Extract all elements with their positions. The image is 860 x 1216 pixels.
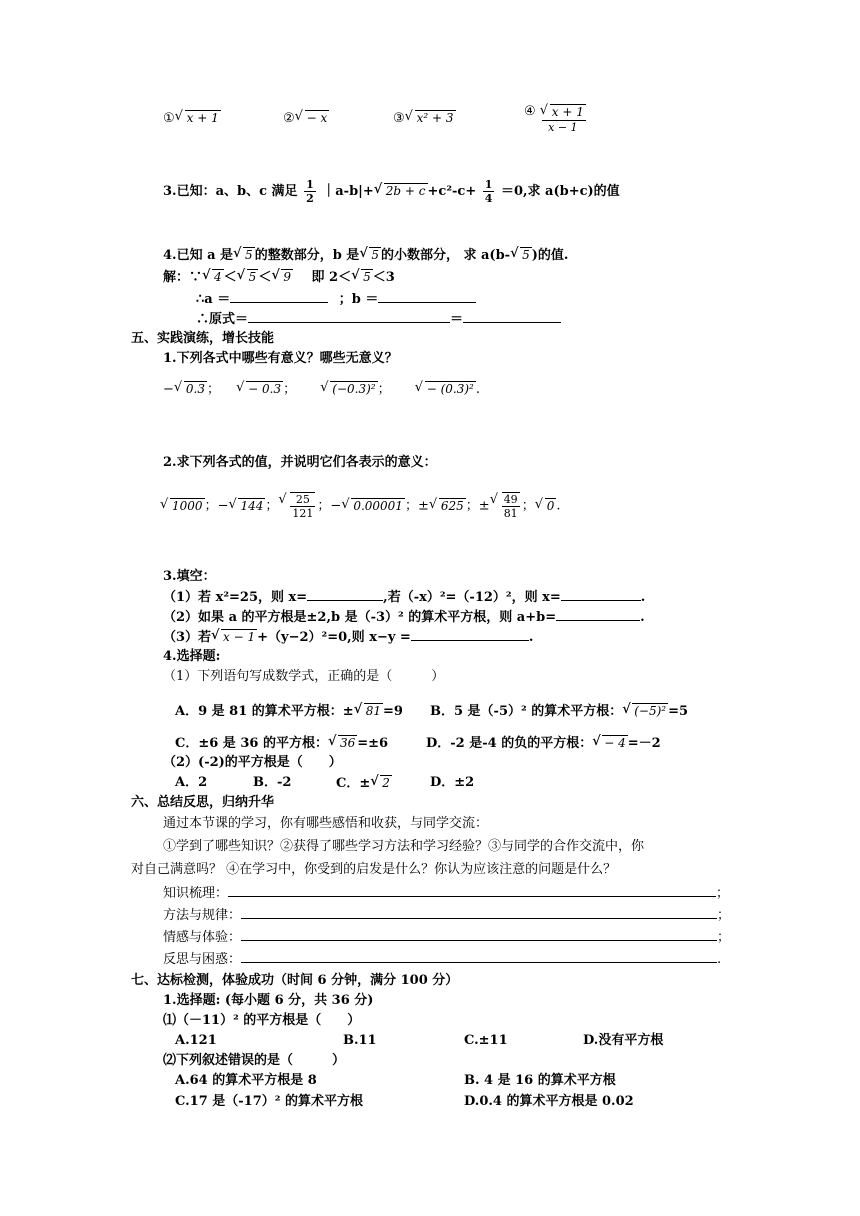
- q4-line3b: ＝: [450, 312, 464, 327]
- option-3-num: ③: [393, 111, 405, 126]
- q3-radicand: 2b + c: [385, 184, 426, 198]
- sqrt-icon: [162, 497, 205, 516]
- sqrt-icon: [176, 380, 207, 399]
- sep: ；: [317, 498, 331, 514]
- s7-i1D: D.没有平方根: [583, 1033, 664, 1048]
- option-4-bottom: x − 1: [548, 121, 578, 134]
- r00001: 0.00001: [353, 498, 403, 513]
- minus: −: [163, 382, 174, 397]
- sqrt-icon: [492, 492, 522, 520]
- frac-den: 2: [306, 192, 314, 205]
- sqrt-icon: [356, 702, 383, 721]
- sqrt-icon: [376, 182, 428, 201]
- expr-3: (−0.3)²: [332, 382, 376, 396]
- frac-num: √ 49: [503, 493, 518, 506]
- sqrt-icon: [361, 246, 381, 265]
- s5-q4-2D: D．±2: [430, 775, 475, 790]
- section-6-title: 六、总结反思，归纳升华: [131, 795, 275, 810]
- q3-3-radicand: x − 1: [223, 630, 256, 644]
- lt: ＜: [223, 270, 237, 285]
- s5-q3: 3.填空：: [163, 569, 216, 584]
- option-1-expr: x + 1: [186, 111, 219, 125]
- fraction-quarter: [483, 178, 495, 205]
- s5-q4-2C: [336, 774, 392, 793]
- semi: ；: [717, 930, 731, 945]
- sqrt-icon: [238, 380, 283, 399]
- radicand: 5: [522, 248, 530, 262]
- s6-field-4: [163, 950, 721, 969]
- r0: 0: [546, 498, 555, 513]
- period: .: [640, 610, 645, 625]
- sqrt-icon: [230, 497, 265, 516]
- s7-i2B: B. 4 是 16 的算术平方根: [464, 1073, 616, 1088]
- field-label: 知识梳理：: [163, 886, 229, 901]
- q3-text-a: 3.已知：a、b、c 满足: [163, 184, 298, 199]
- sqrt-icon: [431, 497, 466, 516]
- s7-i2A: A.64 的算术平方根是 8: [175, 1073, 317, 1088]
- answer-blank[interactable]: [411, 628, 529, 641]
- sep: ；: [465, 498, 479, 514]
- s6-p1: 通过本节课的学习，你有哪些感悟和收获，与同学交流：: [163, 816, 489, 831]
- sep: ；: [265, 498, 279, 514]
- lt: ＜: [258, 270, 272, 285]
- option-2: [283, 109, 329, 128]
- option-3-expr: x² + 3: [416, 111, 454, 125]
- s5-q4-2A: A．2: [175, 775, 208, 790]
- sqrt-icon: [417, 380, 476, 399]
- sqrt-icon: [235, 246, 255, 265]
- frac-den: 81: [503, 507, 518, 520]
- option-1-num: ①: [163, 111, 175, 126]
- radicand: 81: [365, 704, 381, 718]
- answer-blank[interactable]: [556, 608, 640, 621]
- sep: ；: [404, 498, 418, 514]
- q4-sol-a: 解：∵: [163, 270, 203, 285]
- sqrt-icon: [594, 734, 628, 753]
- radicand: 2: [382, 776, 390, 790]
- s5-q4-C: [175, 734, 388, 753]
- field-label: 情感与体验：: [163, 930, 242, 945]
- radicand: 5: [248, 270, 257, 284]
- sqrt-icon: [407, 109, 456, 128]
- q4-line2b: ；b ＝: [338, 292, 379, 307]
- q4-2C: C．±: [336, 776, 371, 791]
- sqrt-icon: [204, 268, 224, 287]
- q3-1b: ,若（-x）²=（-12）²，则 x=: [383, 590, 561, 605]
- question-3: [163, 178, 620, 205]
- sep: ；: [283, 382, 297, 397]
- q4-C: C．±6 是 36 的平方根：: [175, 736, 328, 751]
- s5-q4-2B: B．-2: [253, 775, 292, 790]
- q4-solution-line2: [196, 290, 476, 309]
- question-4: [163, 246, 568, 265]
- s6-p3: 对自己满意吗？ ④在学习中，你受到的启发是什么？你认为应该注意的问题是什么？: [131, 862, 617, 877]
- period: .: [528, 630, 534, 645]
- q4-line2a: ∴a ＝: [196, 292, 231, 307]
- radicand: 9: [283, 270, 291, 284]
- field-label: 方法与规律：: [163, 908, 242, 923]
- sep: ；: [207, 382, 221, 397]
- s7-i1B: B.11: [343, 1033, 377, 1048]
- sqrt-icon: [512, 246, 532, 265]
- option-3: [393, 109, 456, 128]
- s7-i1A: A.121: [175, 1033, 217, 1048]
- sqrt-icon: [273, 268, 293, 287]
- semi: ；: [717, 908, 731, 923]
- q4-C-t: =±6: [357, 736, 389, 751]
- s5-q2: 2.求下列各式的值，并说明它们各表示的意义：: [163, 455, 437, 470]
- expr-1: 0.3: [185, 382, 205, 396]
- dot: .: [556, 498, 561, 514]
- s7-i1: ⑴（－11）² 的平方根是（ ）: [163, 1013, 361, 1028]
- answer-blank[interactable]: [228, 884, 716, 897]
- option-4-top: x + 1: [551, 105, 584, 119]
- period: .: [640, 590, 646, 605]
- semi: ；: [716, 886, 730, 901]
- answer-blank[interactable]: [307, 588, 383, 601]
- s5-q2-exprs: [160, 492, 560, 520]
- q4-text-a: 4.已知 a 是: [163, 248, 234, 263]
- s5-q4-B: [430, 702, 688, 721]
- q4-text-d: )的值.: [531, 248, 569, 263]
- q3-2a: （2）如果 a 的平方根是±2,b 是（-3）² 的算术平方根，则 a+b=: [163, 610, 557, 625]
- s6-field-2: [163, 906, 730, 925]
- sqrt-icon: [177, 109, 221, 128]
- sqrt-icon: [542, 105, 586, 121]
- q3-text-c: +c²-c+: [427, 184, 477, 199]
- q4-A: A．9 是 81 的算术平方根：±: [175, 704, 354, 719]
- fraction-half: [304, 178, 316, 205]
- sqrt-icon: [239, 268, 259, 287]
- fraction: [502, 492, 520, 520]
- s7-i2: ⑵下列叙述错误的是（ ）: [163, 1053, 346, 1068]
- sep: ；: [521, 498, 535, 514]
- q3-text-b: ｜a-b|+: [322, 184, 374, 199]
- option-1: [163, 109, 221, 128]
- plus-minus: ±: [417, 498, 429, 514]
- s7-i1C: C.±11: [464, 1033, 508, 1048]
- q4-D: D．-2 是-4 的负的平方根：: [426, 736, 593, 751]
- answer-blank[interactable]: [561, 588, 641, 601]
- q4-solution-line3: [196, 310, 561, 329]
- radicand: 5: [371, 248, 379, 262]
- radicand: (−5)²: [634, 704, 667, 718]
- radicand: 4: [214, 270, 222, 284]
- s5-q4-D: [426, 734, 661, 753]
- option-4-num: ④: [524, 104, 536, 119]
- q3-3b: +（y−2）²=0,则 x−y =: [257, 630, 411, 645]
- radicand: − 4: [604, 736, 626, 750]
- field-label: 反思与困惑：: [163, 952, 242, 967]
- answer-blank[interactable]: [248, 310, 450, 323]
- sqrt-icon: [330, 734, 357, 753]
- s5-q4: 4.选择题:: [163, 649, 221, 664]
- end: .: [717, 952, 722, 967]
- q4-sol-c: ＜3: [372, 270, 395, 285]
- answer-blank[interactable]: [378, 290, 476, 303]
- frac-num: 1: [484, 178, 493, 191]
- s6-field-3: [163, 928, 730, 947]
- s5-q3-2: [163, 608, 645, 627]
- frac-den: 121: [292, 507, 314, 520]
- q3-3a: （3）若: [163, 630, 212, 645]
- sqrt-icon: [213, 628, 257, 647]
- answer-blank[interactable]: [241, 950, 717, 963]
- section-7-title: 七、达标检测，体验成功（时间 6 分钟，满分 100 分）: [131, 973, 459, 988]
- sqrt-icon: [353, 268, 373, 287]
- frac-den: 4: [484, 192, 493, 205]
- option-4-fraction: [540, 105, 586, 135]
- sqrt-icon: [297, 109, 330, 128]
- radicand: 36: [339, 736, 356, 750]
- frac-num: 1: [306, 178, 314, 191]
- s7-i2C: C.17 是（-17）² 的算术平方根: [175, 1094, 363, 1109]
- s5-q1: 1.下列各式中哪些有意义？哪些无意义？: [163, 351, 398, 366]
- expr-4: − (0.3)²: [426, 382, 474, 396]
- r1000: 1000: [172, 498, 203, 513]
- q4-text-c: 的小数部分， 求 a(b-: [380, 248, 511, 263]
- q3-1a: （1）若 x²=25，则 x=: [163, 590, 308, 605]
- dot: .: [475, 382, 481, 397]
- option-2-expr: − x: [306, 111, 328, 125]
- q4-text-b: 的整数部分，b 是: [254, 248, 360, 263]
- sqrt-icon: [624, 702, 668, 721]
- option-2-num: ②: [283, 111, 295, 126]
- sqrt-icon: [322, 380, 377, 399]
- fraction: [290, 492, 315, 520]
- sqrt-icon: [280, 492, 317, 520]
- q4-A-t: =9: [382, 704, 403, 719]
- section-5-title: 五、实践演练，增长技能: [131, 331, 275, 346]
- frac-num: √ 25: [290, 493, 315, 507]
- answer-blank[interactable]: [230, 290, 328, 303]
- s5-q4-A: [175, 702, 403, 721]
- q3-text-d: ＝0,求 a(b+c)的值: [500, 184, 620, 199]
- q4-sol-b: 即 2＜: [311, 270, 352, 285]
- minus: −: [217, 498, 229, 514]
- s5-q1-exprs: [163, 380, 480, 399]
- s6-p2: ①学到了哪些知识？②获得了哪些学习方法和学习经验？③与同学的合作交流中，你: [163, 839, 645, 854]
- option-4: [524, 105, 586, 135]
- q4-D-t: =－2: [627, 736, 661, 751]
- sqrt-icon: [537, 497, 557, 516]
- s5-q4-1: （1）下列语句写成数学式，正确的是（ ）: [163, 669, 445, 684]
- s6-field-1: [163, 884, 729, 903]
- s5-q4-2: （2）(-2)的平方根是（ ）: [163, 755, 342, 770]
- q4-solution-line1: [163, 268, 395, 287]
- s5-q3-1: [163, 588, 645, 607]
- answer-blank[interactable]: [463, 310, 561, 323]
- minus: −: [330, 498, 342, 514]
- expr-2: − 0.3: [248, 382, 282, 396]
- s5-q3-3: [163, 628, 533, 647]
- s7-q1: 1.选择题: (每小题 6 分，共 36 分): [163, 993, 374, 1008]
- r625: 625: [440, 498, 464, 513]
- s7-i2D: D.0.4 的算术平方根是 0.02: [464, 1094, 634, 1109]
- q4-line3a: ∴原式＝: [196, 312, 249, 327]
- q4-B: B．5 是（-5）² 的算术平方根：: [430, 704, 623, 719]
- q4-B-t: =5: [668, 704, 689, 719]
- r144: 144: [240, 498, 264, 513]
- sqrt-icon: [372, 774, 392, 793]
- sep: ；: [377, 382, 391, 397]
- sep: ；: [204, 498, 218, 514]
- plus-minus: ±: [478, 498, 490, 514]
- answer-blank[interactable]: [241, 928, 717, 941]
- answer-blank[interactable]: [241, 906, 717, 919]
- sqrt-icon: [343, 497, 405, 516]
- radicand: 5: [363, 270, 371, 284]
- radicand: 5: [245, 248, 253, 262]
